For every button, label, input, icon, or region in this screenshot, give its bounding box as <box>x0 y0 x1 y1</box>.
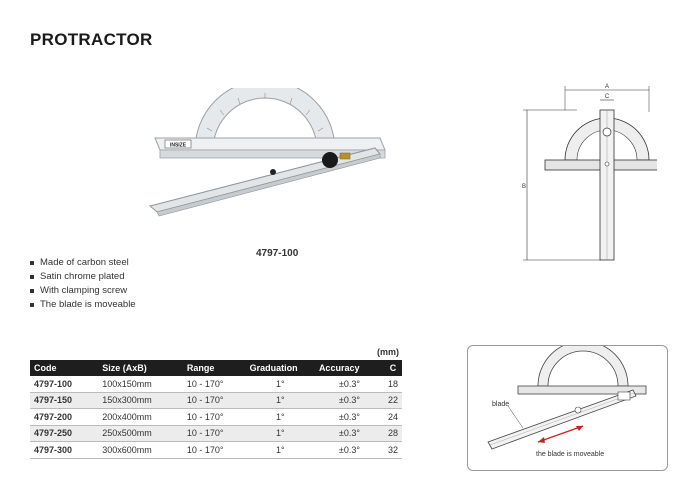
table-row: 4797-200 200x400mm 10 - 170° 1° ±0.3° 24 <box>30 409 402 426</box>
spec-table <box>30 360 402 459</box>
unit-label: (mm) <box>377 347 399 357</box>
blade-label: blade <box>492 401 510 408</box>
col-header-graduation: Graduation <box>246 360 315 376</box>
table-row: 4797-250 250x500mm 10 - 170° 1° ±0.3° 28 <box>30 425 402 442</box>
table-row: 4797-300 300x600mm 10 - 170° 1° ±0.3° 32 <box>30 442 402 459</box>
usage-illustration <box>467 345 668 471</box>
feature-item: With clamping screw <box>30 284 136 298</box>
bullet-icon <box>30 261 34 265</box>
bullet-icon <box>30 303 34 307</box>
feature-item: The blade is moveable <box>30 298 136 312</box>
page-title: PROTRACTOR <box>30 30 153 49</box>
col-header-range: Range <box>183 360 246 376</box>
model-caption: 4797-100 <box>256 248 299 259</box>
dim-label-c: C <box>604 94 610 100</box>
feature-item: Made of carbon steel <box>30 256 136 270</box>
col-header-accuracy: Accuracy <box>315 360 384 376</box>
feature-list <box>30 256 136 312</box>
protractor-photo <box>145 88 395 218</box>
dim-label-b: B <box>521 184 527 190</box>
col-header-size: Size (AxB) <box>98 360 183 376</box>
table-row: 4797-150 150x300mm 10 - 170° 1° ±0.3° 22 <box>30 392 402 409</box>
bullet-icon <box>30 275 34 279</box>
feature-item: Satin chrome plated <box>30 270 136 284</box>
bullet-icon <box>30 289 34 293</box>
blade-moveable-label: the blade is moveable <box>536 451 605 458</box>
dim-label-a: A <box>604 84 610 90</box>
table-header-row <box>30 360 402 376</box>
col-header-code: Code <box>30 360 98 376</box>
brand-logo: INSIZE <box>169 142 187 149</box>
table-row: 4797-100 100x150mm 10 - 170° 1° ±0.3° 18 <box>30 376 402 392</box>
technical-drawing <box>517 80 657 265</box>
col-header-c: C <box>384 360 402 376</box>
